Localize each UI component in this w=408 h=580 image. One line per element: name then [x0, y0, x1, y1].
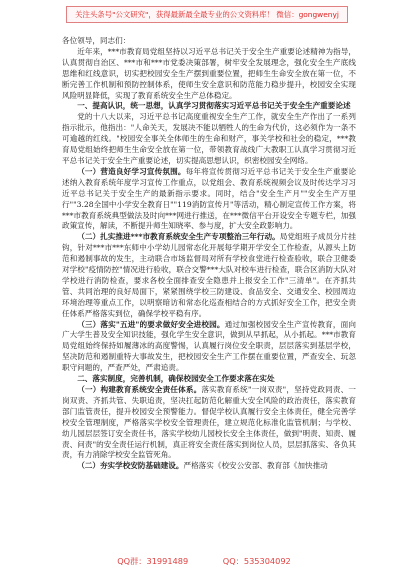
footer-qq: QQ：535304092	[222, 556, 291, 566]
subheading: （三）落实"五进"的要求做好安全进校园。	[77, 319, 225, 329]
subheading: （一）构建教育系统安全责任体系。	[77, 385, 202, 394]
section-heading: 二、落实制度，完善机制，确保校园安全工作要求落在实处	[77, 374, 275, 384]
paragraph-text: 落实教育系统"一岗双责"，坚持党政同责、一岗双责、齐抓共管、失职追责，坚决扛起防范化解重大安全风险的政治责任，落实教育部门监管责任，提升校园安全预警能力。督促学校认真履行安全主体责任，健全完善学校安全管理制度，严格落实学校安全管理责任，建立规范化标准化监管机制；与学校、幼儿园层层签订安全责任书，落实学校幼儿园校长安全主体责任，做到"明责、知责、履责、问责"的安全责任运行机制，真正将安全责任落实到岗位人员，层层抓落实、各负其责，有力消除学校安全监管死角。	[62, 385, 356, 460]
paragraph: 党的十八大以来，习近平总书记高度重视安全生产工作，就安全生产作出了一系列指示批示，他指出："人命关天，发展决不能以牺牲人的生命为代价，这必须作为一条不可逾越的红线。"校园安全事关全体师生的生命和财产，事关学校和社会的稳定，***教育局党组始终把师生生命安全放在第一位，带领教育战线广大教职工认真学习贯彻习近平总书记关于安全生产重要论述，切实提高思想认识，织密校园安全网络。	[62, 112, 356, 165]
greeting: 各位领导，同志们：	[62, 36, 131, 45]
footer-qq-group: QQ群：31991489	[117, 556, 189, 566]
paragraph	[62, 385, 356, 461]
subheading: （二）扎实推进***市教育系统安全生产专项整治三年行动。	[77, 232, 280, 242]
paragraph: 近年来，***市教育局党组坚持以习近平总书记关于安全生产重要论述精神为指导，认真贯彻自治区、***市和***市党委决策部署，树牢安全发展理念，强化安全生产底线思维和红线意识，切实把校园安全生产摆到重要位置，把师生生命安全放在第一位，不断完善工作机制和预防控制体系，使师生安全意识和防范能力稳步提升，校园安全实现风险明显降低，实现了教育系统安全生产总体稳定。	[62, 46, 356, 100]
paragraph	[62, 320, 356, 375]
paragraph	[62, 461, 356, 472]
subheading: （二）夯实学校安防基础建设。	[77, 461, 184, 471]
paragraph-text: 通过加强校园安全生产宣传教育，面向广大学生普及安全知识技能，强化学生安全意识，做到从早抓起，从小抓起。***市教育局党组始终保持如履薄冰的高度警惕，认真履行岗位安全职责，层层落实到基层学校，坚决防范和遏制重特大事故发生，把校园安全生产工作摆在重要位置，严查安全、玩忽职守问题的，严查严处，严肃追责。	[62, 319, 356, 373]
paragraph	[62, 167, 356, 232]
document-body	[62, 36, 356, 546]
subheading: （一）营造良好学习宣传氛围。	[77, 166, 186, 176]
paragraph-text: 严格落实《校安公安部、教育部《加快推动	[183, 461, 328, 471]
paragraph-text: 局党组班子成员分片挂钩，针对***市***东师中小学幼儿园常态化开展每学期开学安全工作检查，从源头上防范和遏制事故的发生，主动联合市场监督局对所有学校食堂进行检查验收，联合卫健委对学校"疫情防控"情况进行验收，联合交警***大队对校车进行检查，联合区消防大队对学校进行消防检查，要求各校全面排查安全隐患并上报安全工作"三清单"。在齐抓共管、共同治理的良好局面下，紧紧围绕学校三防建设、食品安全、交通安全、校园周边环境治理等重点工作，以明察暗访和常态化巡查相结合的方式抓好安全工作，把安全责任体系严格落实到位，确保学校平稳有序。	[62, 232, 356, 318]
header-banner	[66, 6, 348, 23]
section-heading: 一、提高认识，统一思想，认真学习贯彻落实习近平总书记关于安全生产重要论述	[77, 101, 351, 111]
footer	[0, 556, 408, 567]
paragraph-text: 每年将宣传贯彻习近平总书记关于安全生产重要论述纳入教育系统年度学习宣传工作重点，以党组会、教育系统视频会议及时传达学习习近平总书记关于安全生产的最新指示要求。同时，结合"安全生产月""安全生产万里行""3.28全国中小学安全教育日""119消防宣传月"等活动，精心制定宣传工作方案，将***市教育系统典型做法及时向***网进行推送，在***微信平台开设安全专题专栏，加强政策宣传，解读，不断提升师生知晓率、参与度，扩大安全政影响力。	[62, 166, 356, 231]
banner-text: 关注头条号"公文研究"，获得最新最全最专业的公文资料库！ 微信：gongwenyj	[75, 10, 339, 19]
paragraph	[62, 232, 356, 319]
paragraph-list	[62, 47, 356, 472]
